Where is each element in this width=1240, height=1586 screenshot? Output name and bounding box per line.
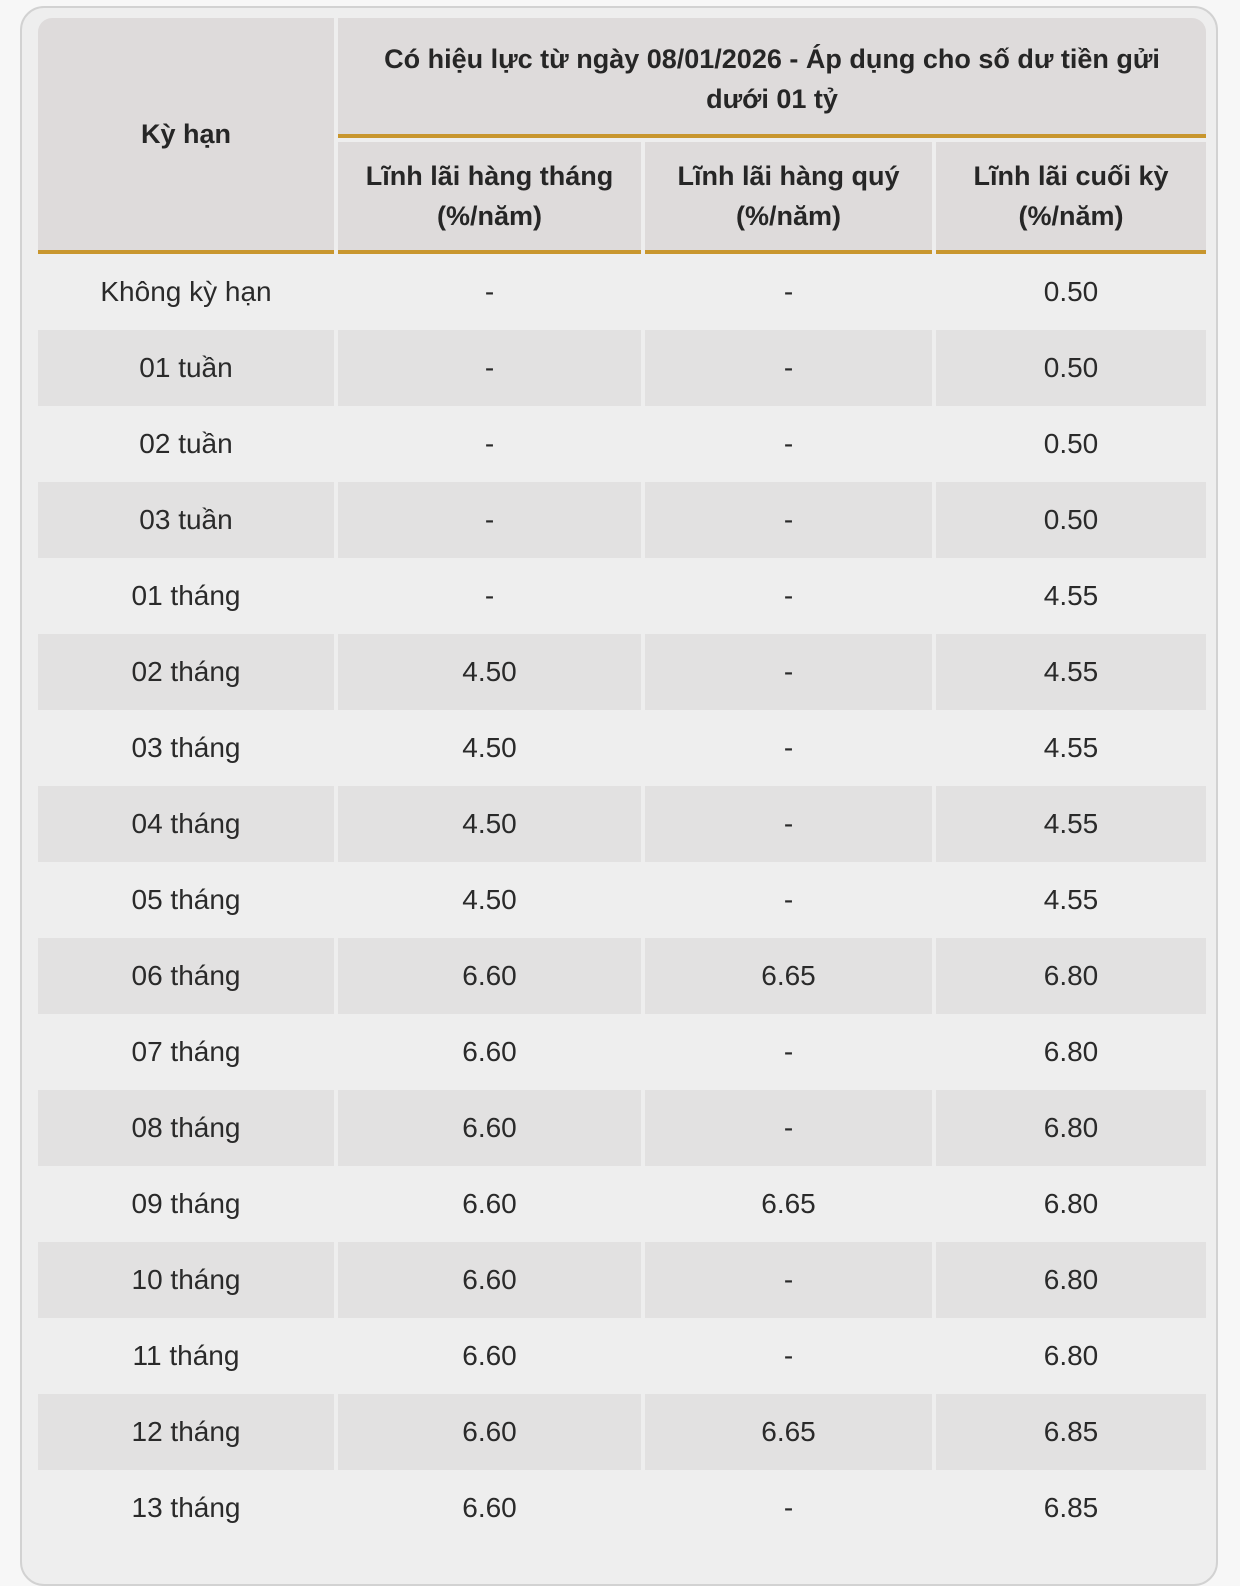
monthly-rate-cell: 4.50 (338, 862, 641, 938)
end-of-term-rate-cell: 6.80 (936, 1014, 1206, 1090)
term-cell: 02 tháng (38, 634, 334, 710)
quarterly-rate-cell: - (645, 1470, 932, 1546)
monthly-interest-header: Lĩnh lãi hàng tháng (%/năm) (338, 138, 641, 254)
monthly-rate-cell: 4.50 (338, 710, 641, 786)
table-row (38, 1014, 1206, 1090)
quarterly-rate-cell: - (645, 862, 932, 938)
monthly-rate-cell: 6.60 (338, 1090, 641, 1166)
term-cell: 09 tháng (38, 1166, 334, 1242)
end-of-term-rate-cell: 6.80 (936, 1318, 1206, 1394)
quarterly-rate-cell: - (645, 710, 932, 786)
table-row (38, 330, 1206, 406)
quarterly-rate-cell: - (645, 634, 932, 710)
end-of-term-rate-cell: 4.55 (936, 558, 1206, 634)
end-of-term-rate-cell: 4.55 (936, 786, 1206, 862)
term-cell: 01 tháng (38, 558, 334, 634)
quarterly-rate-cell: - (645, 330, 932, 406)
table-header (38, 18, 1206, 254)
term-cell: 10 tháng (38, 1242, 334, 1318)
quarterly-rate-cell: - (645, 558, 932, 634)
end-of-term-rate-cell: 0.50 (936, 482, 1206, 558)
monthly-rate-cell: 6.60 (338, 1318, 641, 1394)
quarterly-rate-cell: - (645, 482, 932, 558)
monthly-rate-cell: 6.60 (338, 1242, 641, 1318)
effective-date-header: Có hiệu lực từ ngày 08/01/2026 - Áp dụng cho số dư tiền gửi dưới 01 tỷ (338, 18, 1206, 138)
quarterly-rate-cell: - (645, 1014, 932, 1090)
term-cell: 06 tháng (38, 938, 334, 1014)
monthly-rate-cell: - (338, 406, 641, 482)
table-row (38, 938, 1206, 1014)
table-row (38, 1318, 1206, 1394)
monthly-rate-cell: 6.60 (338, 1166, 641, 1242)
end-of-term-rate-cell: 6.85 (936, 1470, 1206, 1546)
term-cell: 08 tháng (38, 1090, 334, 1166)
monthly-rate-cell: 4.50 (338, 634, 641, 710)
quarterly-rate-cell: 6.65 (645, 1394, 932, 1470)
table-row (38, 558, 1206, 634)
monthly-rate-cell: - (338, 482, 641, 558)
quarterly-rate-cell: - (645, 1090, 932, 1166)
term-cell: 07 tháng (38, 1014, 334, 1090)
table-row (38, 1394, 1206, 1470)
quarterly-rate-cell: - (645, 1318, 932, 1394)
table-row (38, 634, 1206, 710)
term-cell: 11 tháng (38, 1318, 334, 1394)
term-column-header: Kỳ hạn (38, 18, 334, 254)
end-of-term-rate-cell: 6.85 (936, 1394, 1206, 1470)
monthly-rate-cell: 6.60 (338, 1394, 641, 1470)
monthly-rate-cell: - (338, 558, 641, 634)
term-cell: 01 tuần (38, 330, 334, 406)
quarterly-rate-cell: 6.65 (645, 938, 932, 1014)
monthly-rate-cell: - (338, 330, 641, 406)
table-row (38, 482, 1206, 558)
end-of-term-rate-cell: 6.80 (936, 1090, 1206, 1166)
monthly-rate-cell: - (338, 254, 641, 330)
term-cell: 03 tháng (38, 710, 334, 786)
end-of-term-rate-cell: 0.50 (936, 406, 1206, 482)
table-row (38, 254, 1206, 330)
end-of-term-rate-cell: 0.50 (936, 330, 1206, 406)
monthly-rate-cell: 6.60 (338, 938, 641, 1014)
end-of-term-rate-cell: 0.50 (936, 254, 1206, 330)
quarterly-rate-cell: - (645, 406, 932, 482)
table-row (38, 406, 1206, 482)
term-cell: Không kỳ hạn (38, 254, 334, 330)
monthly-rate-cell: 6.60 (338, 1470, 641, 1546)
table-row (38, 1166, 1206, 1242)
table-row (38, 1090, 1206, 1166)
end-of-term-rate-cell: 4.55 (936, 710, 1206, 786)
end-of-term-interest-header: Lĩnh lãi cuối kỳ (%/năm) (936, 138, 1206, 254)
term-cell: 05 tháng (38, 862, 334, 938)
quarterly-rate-cell: - (645, 254, 932, 330)
end-of-term-rate-cell: 6.80 (936, 1166, 1206, 1242)
table-body (38, 254, 1206, 1546)
interest-rate-table (34, 18, 1210, 1546)
end-of-term-rate-cell: 4.55 (936, 862, 1206, 938)
term-cell: 03 tuần (38, 482, 334, 558)
rate-table-card (20, 6, 1218, 1586)
table-row (38, 1242, 1206, 1318)
table-row (38, 710, 1206, 786)
monthly-rate-cell: 6.60 (338, 1014, 641, 1090)
term-cell: 02 tuần (38, 406, 334, 482)
end-of-term-rate-cell: 6.80 (936, 1242, 1206, 1318)
table-row (38, 862, 1206, 938)
term-cell: 12 tháng (38, 1394, 334, 1470)
monthly-rate-cell: 4.50 (338, 786, 641, 862)
end-of-term-rate-cell: 4.55 (936, 634, 1206, 710)
quarterly-rate-cell: 6.65 (645, 1166, 932, 1242)
quarterly-rate-cell: - (645, 786, 932, 862)
table-row (38, 786, 1206, 862)
end-of-term-rate-cell: 6.80 (936, 938, 1206, 1014)
quarterly-rate-cell: - (645, 1242, 932, 1318)
term-cell: 04 tháng (38, 786, 334, 862)
quarterly-interest-header: Lĩnh lãi hàng quý (%/năm) (645, 138, 932, 254)
term-cell: 13 tháng (38, 1470, 334, 1546)
table-row (38, 1470, 1206, 1546)
